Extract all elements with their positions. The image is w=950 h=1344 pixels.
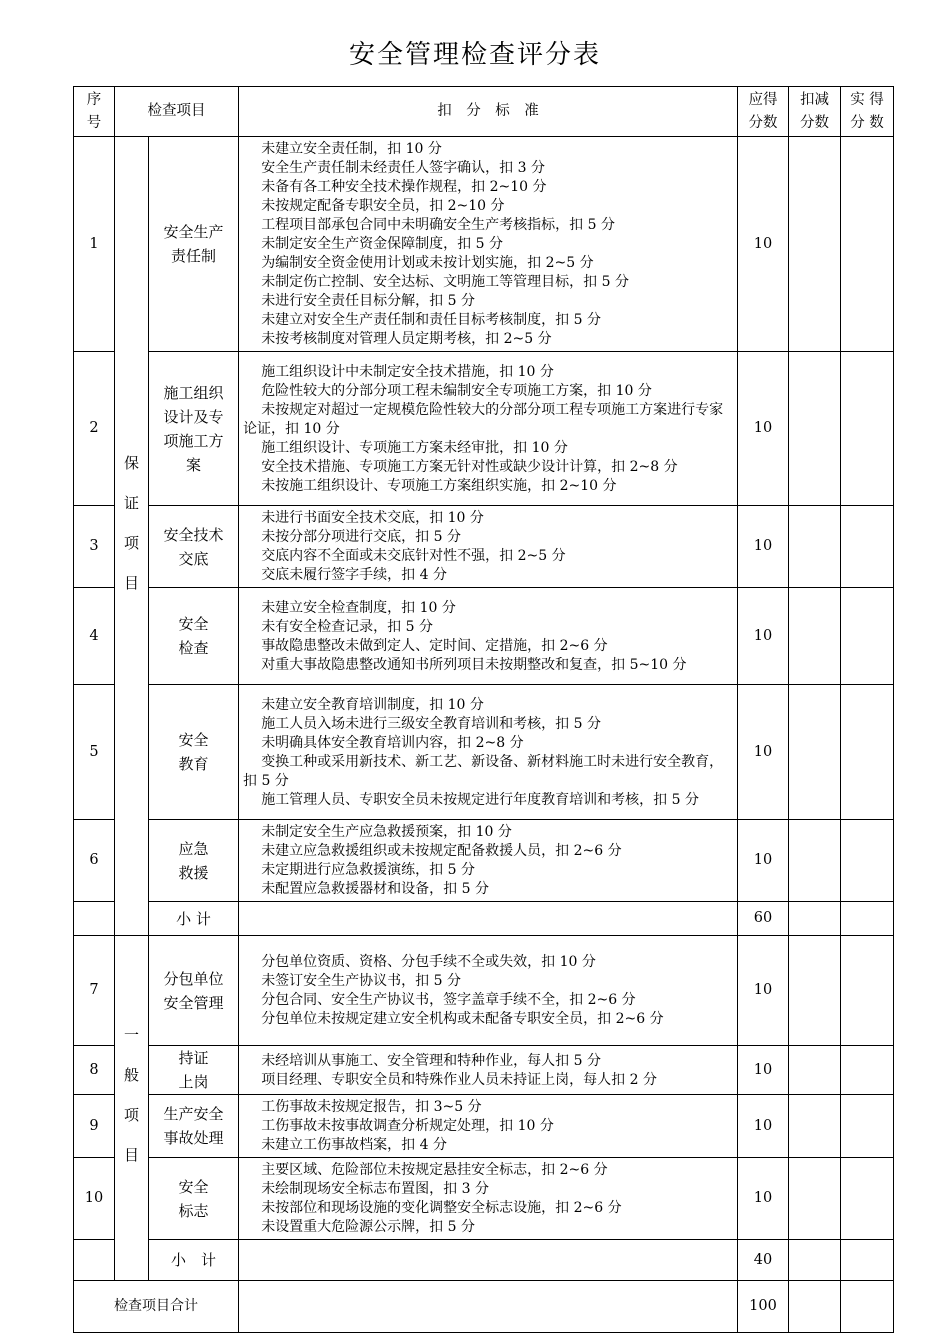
- deduct-score-cell: [789, 137, 841, 352]
- deduct-score-cell: [789, 588, 841, 685]
- table-row: [74, 820, 894, 902]
- due-score: 10: [738, 506, 789, 588]
- standard-line: 交底内容不全面或未交底针对性不强，扣 2~5 分: [261, 548, 566, 564]
- due-score: 10: [738, 352, 789, 506]
- total-label: 检查项目合计: [74, 1281, 239, 1333]
- group-general: [115, 936, 149, 1281]
- standard-line: 未建立安全责任制，扣 10 分: [261, 141, 442, 157]
- standard-line: 未建立安全教育培训制度，扣 10 分: [261, 696, 484, 713]
- table-row: [74, 352, 894, 506]
- group-general-char: 项: [123, 1106, 139, 1124]
- check-item-line: 标志: [178, 1201, 209, 1220]
- standard-line: 未建立工伤事故档案，扣 4 分: [261, 1137, 447, 1153]
- page-title: 安全管理检查评分表: [348, 40, 601, 70]
- standard-line: 未按部位和现场设施的变化调整安全标志设施，扣 2~6 分: [261, 1200, 622, 1216]
- actual-score-cell: [841, 1158, 894, 1240]
- due-score: 10: [738, 588, 789, 685]
- group-guarantee-char: 保: [123, 454, 139, 472]
- actual-score-cell: [841, 685, 894, 820]
- deduct-score-cell: [789, 685, 841, 820]
- row-number: 9: [74, 1095, 115, 1158]
- check-item-line: 事故处理: [163, 1129, 224, 1147]
- standard-line: 未设置重大危险源公示牌，扣 5 分: [261, 1219, 475, 1235]
- table-row: [74, 1046, 894, 1095]
- due-score: 10: [738, 936, 789, 1046]
- deduction-standard: [239, 1046, 738, 1095]
- subtotal-row: [74, 1240, 894, 1281]
- check-item-line: 分包单位: [163, 969, 224, 988]
- group-guarantee-char: 项: [123, 534, 139, 552]
- standard-line: 施工管理人员、专职安全员未按规定进行年度教育培训和考核，扣 5 分: [261, 791, 699, 808]
- table-row: [74, 1095, 894, 1158]
- table-row: [74, 137, 894, 352]
- standard-line: 未定期进行应急救援演练，扣 5 分: [261, 862, 475, 878]
- deduct-score-cell: [789, 1095, 841, 1158]
- standard-line: 主要区域、危险部位未按规定悬挂安全标志，扣 2~6 分: [261, 1162, 608, 1178]
- actual-score-cell: [841, 506, 894, 588]
- table-row: [74, 588, 894, 685]
- deduct-score-cell: [789, 352, 841, 506]
- standard-line: 工程项目部承包合同中未明确安全生产考核指标，扣 5 分: [261, 217, 615, 233]
- subtotal-number-cell: [74, 1240, 115, 1281]
- standard-line: 分包单位资质、资格、分包手续不全或失效，扣 10 分: [261, 954, 596, 970]
- deduction-standard: [239, 506, 738, 588]
- deduction-standard: [239, 137, 738, 352]
- standard-line: 施工组织设计、专项施工方案未经审批，扣 10 分: [261, 439, 568, 456]
- standard-line: 施工人员入场未进行三级安全教育培训和考核，扣 5 分: [261, 715, 601, 732]
- group-general-char: 目: [123, 1146, 139, 1164]
- standard-line: 未建立应急救援组织或未按规定配备救援人员，扣 2~6 分: [261, 843, 622, 859]
- check-item: [149, 936, 239, 1046]
- deduct-score-cell: [789, 1240, 841, 1281]
- deduction-standard: [239, 1095, 738, 1158]
- row-number: 4: [74, 588, 115, 685]
- deduction-standard: [239, 685, 738, 820]
- check-item-line: 施工组织: [163, 383, 224, 402]
- check-item: [149, 506, 239, 588]
- check-item-line: 责任制: [170, 247, 216, 265]
- check-item-line: 项施工方: [163, 431, 224, 450]
- deduct-score-cell: [789, 1046, 841, 1095]
- standard-line: 未进行书面安全技术交底，扣 10 分: [261, 510, 484, 526]
- standard-line: 未建立安全检查制度，扣 10 分: [261, 599, 456, 616]
- deduct-score-cell: [789, 936, 841, 1046]
- standard-line: 未按规定对超过一定规模危险性较大的分部分项工程专项施工方案进行专家论证，扣 10 分: [243, 401, 724, 437]
- deduction-standard: [239, 352, 738, 506]
- standard-line: 安全生产责任制未经责任人签字确认，扣 3 分: [261, 160, 545, 176]
- check-item-line: 安全管理: [163, 993, 224, 1012]
- check-item-line: 安全生产: [163, 223, 224, 241]
- check-item-line: 安全: [178, 1177, 209, 1196]
- group-guarantee: [115, 137, 149, 936]
- standard-line: 分包合同、安全生产协议书，签字盖章手续不全，扣 2~6 分: [261, 992, 636, 1008]
- standard-line: 未按分部分项进行交底，扣 5 分: [261, 529, 461, 545]
- check-item: [149, 1158, 239, 1240]
- actual-score-cell: [841, 352, 894, 506]
- table-row: [74, 685, 894, 820]
- standard-line: 未签订安全生产协议书，扣 5 分: [261, 973, 461, 989]
- subtotal-score: 60: [738, 902, 789, 936]
- table-row: [74, 506, 894, 588]
- check-item: [149, 137, 239, 352]
- standard-line: 未建立对安全生产责任制和责任目标考核制度，扣 5 分: [261, 312, 601, 328]
- deduct-score-cell: [789, 506, 841, 588]
- header-seq: 序 号: [74, 87, 115, 137]
- standard-line: 安全技术措施、专项施工方案无针对性或缺少设计计算，扣 2~8 分: [261, 458, 678, 475]
- header-standard: 扣 分 标 准: [239, 87, 738, 137]
- due-score: 10: [738, 685, 789, 820]
- subtotal-score: 40: [738, 1240, 789, 1281]
- due-score: 10: [738, 1046, 789, 1095]
- group-general-char: 一: [123, 1026, 139, 1044]
- total-standard-cell: [239, 1281, 738, 1333]
- due-score: 10: [738, 1095, 789, 1158]
- check-item-line: 应急: [178, 839, 209, 858]
- standard-line: 未制定伤亡控制、安全达标、文明施工等管理目标，扣 5 分: [261, 274, 629, 290]
- check-item-line: 上岗: [178, 1073, 209, 1091]
- check-item-line: 设计及专: [163, 407, 224, 426]
- row-number: 6: [74, 820, 115, 902]
- standard-line: 项目经理、专职安全员和特殊作业人员未持证上岗，每人扣 2 分: [261, 1071, 657, 1088]
- deduction-standard: [239, 936, 738, 1046]
- score-table: [73, 86, 894, 1333]
- due-score: 10: [738, 137, 789, 352]
- table-row: [74, 936, 894, 1046]
- standard-line: 分包单位未按规定建立安全机构或未配备专职安全员，扣 2~6 分: [261, 1011, 664, 1027]
- header-row: [74, 87, 894, 137]
- standard-line: 未经培训从事施工、安全管理和特种作业，每人扣 5 分: [261, 1052, 601, 1069]
- check-item-line: 案: [185, 455, 201, 474]
- deduction-standard: [239, 588, 738, 685]
- total-row: [74, 1281, 894, 1333]
- deduct-score-cell: [789, 1281, 841, 1333]
- standard-line: 未进行安全责任目标分解，扣 5 分: [261, 293, 475, 309]
- header-item: 检查项目: [115, 87, 239, 137]
- actual-score-cell: [841, 1046, 894, 1095]
- check-item-line: 安全: [178, 731, 209, 749]
- check-item-line: 安全技术: [163, 525, 224, 544]
- standard-line: 未有安全检查记录，扣 5 分: [261, 618, 433, 635]
- header-actual-score: 实 得 分 数: [841, 87, 894, 137]
- check-item: [149, 1046, 239, 1095]
- subtotal-standard-cell: [239, 1240, 738, 1281]
- actual-score-cell: [841, 1240, 894, 1281]
- standard-line: 对重大事故隐患整改通知书所列项目未按期整改和复查，扣 5~10 分: [261, 656, 687, 673]
- subtotal-standard-cell: [239, 902, 738, 936]
- standard-line: 未制定安全生产应急救援预案，扣 10 分: [261, 824, 512, 840]
- check-item-line: 安全: [178, 615, 209, 633]
- row-number: 2: [74, 352, 115, 506]
- standard-line: 未绘制现场安全标志布置图，扣 3 分: [261, 1181, 489, 1197]
- row-number: 7: [74, 936, 115, 1046]
- check-item: [149, 820, 239, 902]
- check-item: [149, 588, 239, 685]
- standard-line: 交底未履行签字手续，扣 4 分: [261, 567, 447, 583]
- row-number: 3: [74, 506, 115, 588]
- deduct-score-cell: [789, 820, 841, 902]
- subtotal-label: 小 计: [149, 1240, 239, 1281]
- check-item: [149, 1095, 239, 1158]
- subtotal-number-cell: [74, 902, 115, 936]
- standard-line: 未备有各工种安全技术操作规程，扣 2~10 分: [261, 179, 547, 195]
- actual-score-cell: [841, 936, 894, 1046]
- group-general-char: 般: [123, 1066, 139, 1084]
- standard-line: 变换工种或采用新技术、新工艺、新设备、新材料施工时未进行安全教育，扣 5 分: [243, 753, 724, 789]
- check-item-line: 检查: [178, 639, 209, 657]
- standard-line: 未按规定配备专职安全员，扣 2~10 分: [261, 198, 505, 214]
- table-row: [74, 1158, 894, 1240]
- header-deduct-score: 扣减 分数: [789, 87, 841, 137]
- actual-score-cell: [841, 902, 894, 936]
- total-score: 100: [738, 1281, 789, 1333]
- row-number: 5: [74, 685, 115, 820]
- standard-line: 事故隐患整改未做到定人、定时间、定措施，扣 2~6 分: [261, 637, 608, 654]
- standard-line: 未按考核制度对管理人员定期考核，扣 2~5 分: [261, 331, 552, 347]
- deduction-standard: [239, 820, 738, 902]
- deduction-standard: [239, 1158, 738, 1240]
- group-guarantee-char: 目: [123, 574, 139, 592]
- standard-line: 未按施工组织设计、专项施工方案组织实施，扣 2~10 分: [261, 477, 617, 494]
- subtotal-label: 小 计: [149, 902, 239, 936]
- check-item: [149, 685, 239, 820]
- actual-score-cell: [841, 588, 894, 685]
- actual-score-cell: [841, 820, 894, 902]
- check-item-line: 生产安全: [163, 1105, 224, 1123]
- check-item-line: 救援: [178, 863, 209, 882]
- standard-line: 危险性较大的分部分项工程未编制安全专项施工方案，扣 10 分: [261, 382, 652, 399]
- check-item-line: 持证: [178, 1049, 209, 1067]
- subtotal-row: [74, 902, 894, 936]
- standard-line: 施工组织设计中未制定安全技术措施，扣 10 分: [261, 363, 554, 380]
- check-item-line: 教育: [178, 755, 209, 773]
- standard-line: 未明确具体安全教育培训内容，扣 2~8 分: [261, 734, 524, 751]
- group-guarantee-char: 证: [123, 494, 139, 512]
- standard-line: 为编制安全资金使用计划或未按计划实施，扣 2~5 分: [261, 255, 594, 271]
- check-item-line: 交底: [178, 549, 209, 568]
- row-number: 8: [74, 1046, 115, 1095]
- deduct-score-cell: [789, 902, 841, 936]
- standard-line: 未制定安全生产资金保障制度，扣 5 分: [261, 236, 503, 252]
- standard-line: 未配置应急救援器材和设备，扣 5 分: [261, 881, 489, 897]
- standard-line: 工伤事故未按规定报告，扣 3~5 分: [261, 1099, 482, 1115]
- due-score: 10: [738, 820, 789, 902]
- actual-score-cell: [841, 137, 894, 352]
- standard-line: 工伤事故未按事故调查分析规定处理，扣 10 分: [261, 1118, 554, 1134]
- row-number: 10: [74, 1158, 115, 1240]
- header-due-score: 应得 分数: [738, 87, 789, 137]
- actual-score-cell: [841, 1095, 894, 1158]
- check-item: [149, 352, 239, 506]
- row-number: 1: [74, 137, 115, 352]
- actual-score-cell: [841, 1281, 894, 1333]
- due-score: 10: [738, 1158, 789, 1240]
- deduct-score-cell: [789, 1158, 841, 1240]
